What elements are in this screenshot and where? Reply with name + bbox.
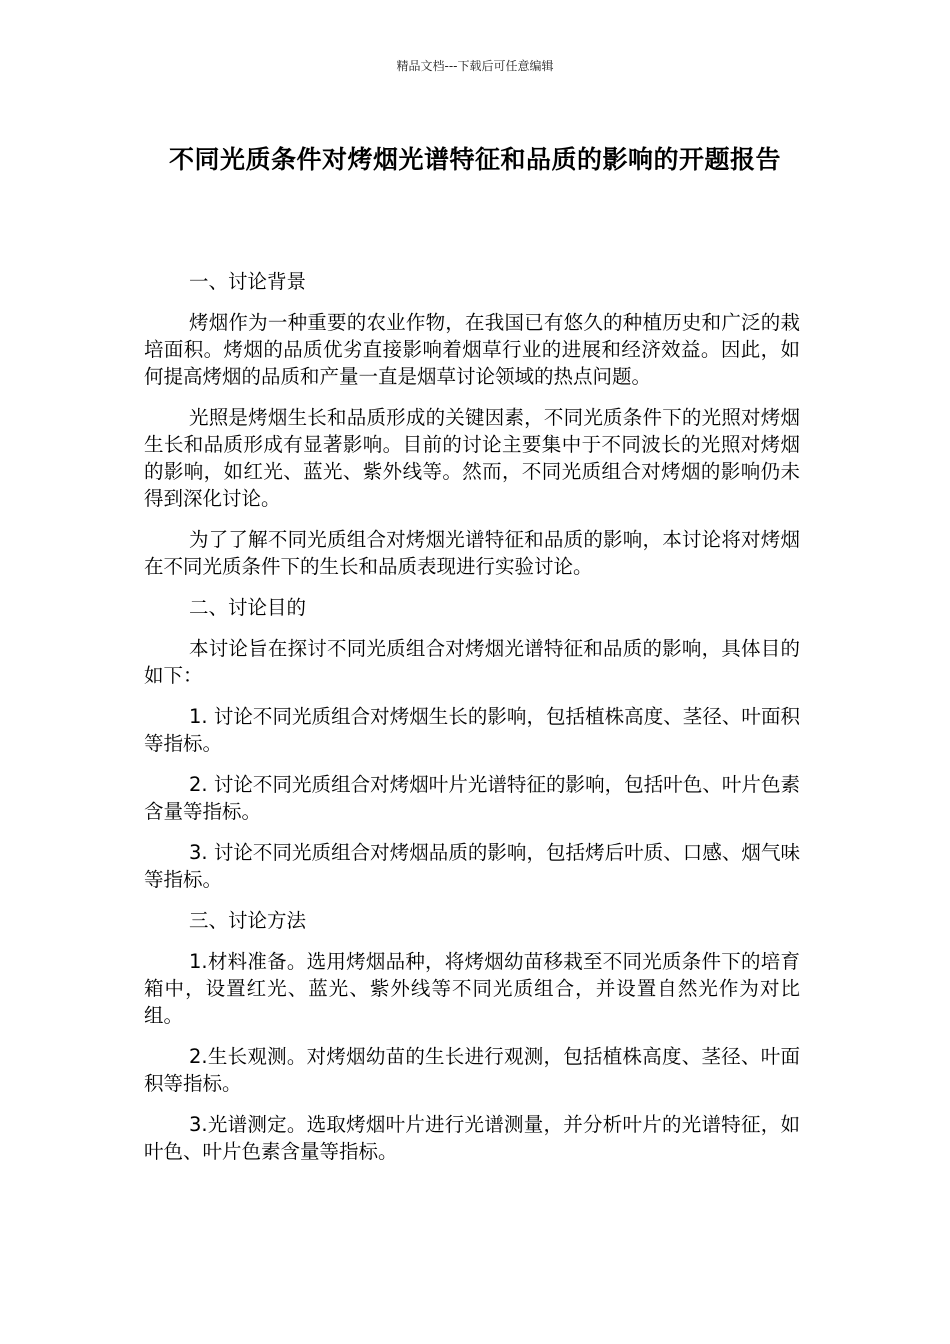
paragraph-background-3: 为了了解不同光质组合对烤烟光谱特征和品质的影响，本讨论将对烤烟在不同光质条件下的生长和品质表现进行实验讨论。 <box>144 528 800 578</box>
section-heading-method: 三、讨论方法 <box>189 909 307 932</box>
purpose-item-1: 1. 讨论不同光质组合对烤烟生长的影响，包括植株高度、茎径、叶面积等指标。 <box>144 705 800 755</box>
section-heading-background: 一、讨论背景 <box>189 270 307 293</box>
method-item-2: 2.生长观测。对烤烟幼苗的生长进行观测，包括植株高度、茎径、叶面积等指标。 <box>144 1045 800 1095</box>
header-note: 精品文档---下载后可任意编辑 <box>396 59 554 73</box>
method-item-3: 3.光谱测定。选取烤烟叶片进行光谱测量，并分析叶片的光谱特征，如叶色、叶片色素含量等指标。 <box>144 1113 800 1163</box>
paragraph-purpose-intro: 本讨论旨在探讨不同光质组合对烤烟光谱特征和品质的影响，具体目的如下： <box>144 637 800 687</box>
method-item-1: 1.材料准备。选用烤烟品种，将烤烟幼苗移栽至不同光质条件下的培育箱中，设置红光、蓝光、紫外线等不同光质组合，并设置自然光作为对比组。 <box>144 950 800 1027</box>
paragraph-background-1: 烤烟作为一种重要的农业作物，在我国已有悠久的种植历史和广泛的栽培面积。烤烟的品质优劣直接影响着烟草行业的进展和经济效益。因此，如何提高烤烟的品质和产量一直是烟草讨论领域的热点问题。 <box>144 311 800 388</box>
purpose-item-2: 2. 讨论不同光质组合对烤烟叶片光谱特征的影响，包括叶色、叶片色素含量等指标。 <box>144 773 800 823</box>
document-body <box>144 268 800 1179</box>
document-title: 不同光质条件对烤烟光谱特征和品质的影响的开题报告 <box>168 145 781 174</box>
purpose-item-3: 3. 讨论不同光质组合对烤烟品质的影响，包括烤后叶质、口感、烟气味等指标。 <box>144 841 800 891</box>
paragraph-background-2: 光照是烤烟生长和品质形成的关键因素，不同光质条件下的光照对烤烟生长和品质形成有显著影响。目前的讨论主要集中于不同波长的光照对烤烟的影响，如红光、蓝光、紫外线等。然而，不同光质组合对烤烟的影响仍未得到深化讨论。 <box>144 406 800 510</box>
section-heading-purpose: 二、讨论目的 <box>189 596 307 619</box>
